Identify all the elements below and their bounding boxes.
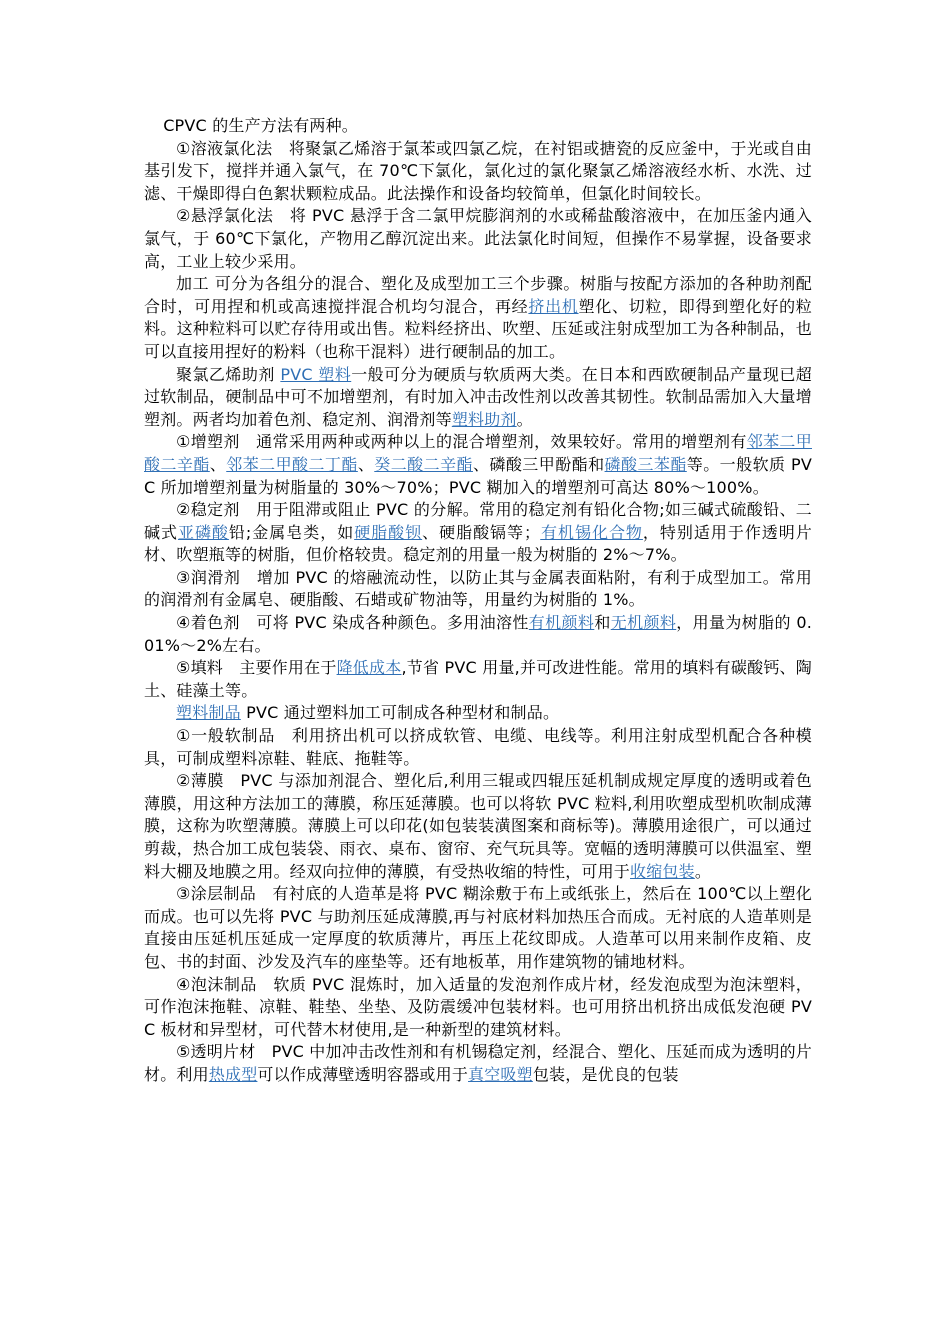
- paragraph: [144, 702, 812, 725]
- hyperlink[interactable]: 癸二酸二辛酯: [374, 454, 473, 474]
- text-run: ,节省 PVC 用量,并可改进性能。常用的填料有碳酸钙、陶土、硅藻土等。: [144, 658, 812, 700]
- paragraph: [144, 205, 812, 273]
- text-run: ①溶液氯化法 将聚氯乙烯溶于氯苯或四氯乙烷，在衬铝或搪瓷的反应釜中，于光或自由基引发下，搅拌并通入氯气，在 70℃下氯化，氯化过的氯化聚氯乙烯溶液经水析、水洗、过滤、干燥即得白色絮状颗粒成品。此法操作和设备均较简单，但氯化时间较长。: [144, 138, 812, 203]
- paragraph: [144, 1041, 812, 1086]
- paragraph: [144, 883, 812, 973]
- paragraph: [144, 770, 812, 883]
- paragraph: [144, 364, 812, 432]
- text-run: PVC 通过塑料加工可制成各种型材和制品。: [240, 703, 560, 723]
- paragraph: [144, 657, 812, 702]
- text-run: ④泡沫制品 软质 PVC 混炼时，加入适量的发泡剂作成片材，经发泡成型为泡沫塑料，可作泡沫拖鞋、凉鞋、鞋垫、坐垫、及防震缓冲包装材料。也可用挤出机挤出成低发泡硬 PVC 板材和异型材，可代替木材使用,是一种新型的建筑材料。: [144, 974, 812, 1039]
- hyperlink[interactable]: 塑料制品: [176, 703, 241, 723]
- hyperlink[interactable]: 塑料助剂: [451, 409, 517, 429]
- text-run: ，用量为树脂的 0.01%～2%左右。: [144, 613, 812, 655]
- hyperlink[interactable]: 无机颜料: [610, 613, 677, 633]
- text-run: ，特别适用于作透明片材、吹塑瓶等的树脂，但价格较贵。稳定剂的用量一般为树脂的 2%～7%。: [144, 522, 812, 565]
- paragraph: [144, 431, 812, 499]
- text-run: CPVC 的生产方法有两种。: [163, 116, 359, 135]
- text-run: 包装，是优良的包装: [532, 1064, 679, 1084]
- paragraph: [144, 725, 812, 770]
- paragraph: [144, 499, 812, 567]
- hyperlink[interactable]: 磷酸三苯酯: [604, 454, 687, 474]
- paragraph: [144, 138, 812, 206]
- hyperlink[interactable]: 热成型: [208, 1064, 258, 1084]
- hyperlink[interactable]: 降低成本: [336, 658, 402, 678]
- text-run: 塑化、切粒，即得到塑化好的粒料。这种粒料可以贮存待用或出售。粒料经挤出、吹塑、压延或注射成型加工为各种制品，也可以直接用捏好的粉料（也称干混料）进行硬制品的加工。: [144, 296, 812, 361]
- text-run: 加工 可分为各组分的混合、塑化及成型加工三个步骤。树脂与按配方添加的各种助剂配合时，可用捏和机或高速搅拌混合机均匀混合，再经: [144, 274, 812, 316]
- text-run: ②稳定剂 用于阻滞或阻止 PVC 的分解。常用的稳定剂有铅化合物;如三碱式硫酸铅、二碱式: [144, 500, 812, 542]
- text-run: 可以作成薄壁透明容器或用于: [257, 1064, 469, 1084]
- text-run: 等。一般软质 PVC 所加增塑剂量为树脂量的 30%～70%；PVC 糊加入的增塑剂可高达 80%～100%。: [144, 454, 812, 497]
- text-run: ③润滑剂 增加 PVC 的熔融流动性，以防止其与金属表面粘附，有利于成型加工。常用的润滑剂有金属皂、硬脂酸、石蜡或矿物油等，用量约为树脂的 1%。: [144, 567, 812, 610]
- text-run: ②薄膜 PVC 与添加剂混合、塑化后,利用三辊或四辊压延机制成规定厚度的透明或着色薄膜，用这种方法加工的薄膜，称压延薄膜。也可以将软 PVC 粒料,利用吹塑成型机吹制成薄膜，这称为吹塑薄膜。薄膜上可以印花(如包装装潢图案和商标等)。薄膜用途很广，可以通过剪裁，热合加工成包装袋、雨衣、桌布、窗帘、充气玩具等。宽幅的透明薄膜可以供温室、塑料大棚及地膜之用。经双向拉伸的薄膜，有受热收缩的特性，可用于: [144, 771, 812, 881]
- text-run: ⑤填料 主要作用在于: [176, 658, 337, 678]
- text-run: 、: [357, 454, 375, 474]
- paragraph: [144, 273, 812, 363]
- text-run: 铅;金属皂类，如: [228, 522, 355, 542]
- hyperlink[interactable]: 硬脂酸钡: [354, 522, 423, 542]
- hyperlink[interactable]: 有机颜料: [528, 613, 595, 633]
- paragraph: [144, 612, 812, 657]
- text-run: 。: [694, 861, 712, 881]
- text-run: ①增塑剂 通常采用两种或两种以上的混合增塑剂，效果较好。常用的增塑剂有: [176, 432, 747, 452]
- text-run: ①一般软制品 利用挤出机可以挤成软管、电缆、电线等。利用注射成型机配合各种模具，可制成塑料凉鞋、鞋底、拖鞋等。: [144, 726, 812, 768]
- text-run: 。: [516, 409, 533, 429]
- text-run: 和: [594, 613, 611, 633]
- text-run: 一般可分为硬质与软质两大类。在日本和西欧硬制品产量现已超过软制品，硬制品中可不加增塑剂，有时加入冲击改性剂以改善其韧性。软制品需加入大量增塑剂。两者均加着色剂、稳定剂、润滑剂等: [144, 364, 812, 429]
- text-run: 聚氯乙烯助剂: [176, 364, 281, 384]
- hyperlink[interactable]: 邻苯二甲酸二丁酯: [226, 454, 358, 474]
- hyperlink[interactable]: 邻苯二甲酸二辛酯: [144, 432, 812, 474]
- hyperlink[interactable]: 收缩包装: [630, 861, 695, 881]
- text-run: ②悬浮氯化法 将 PVC 悬浮于含二氯甲烷膨润剂的水或稀盐酸溶液中，在加压釜内通入氯气，于 60℃下氯化，产物用乙醇沉淀出来。此法氯化时间短，但操作不易掌握，设备要求高，工业上较少采用。: [144, 206, 812, 271]
- text-run: ③涂层制品 有衬底的人造革是将 PVC 糊涂敷于布上或纸张上，然后在 100℃以上塑化而成。也可以先将 PVC 与助剂压延成薄膜,再与衬底材料加热压合而成。无衬底的人造革则是直接由压延机压延成一定厚度的软质薄片，再压上花纹即成。人造革可以用来制作皮箱、皮包、书的封面、沙发及汽车的座垫等。还有地板革，用作建筑物的铺地材料。: [144, 884, 812, 971]
- text-run: 、磷酸三甲酚酯和: [472, 454, 605, 474]
- document-body: [144, 115, 812, 1087]
- paragraph: [144, 567, 812, 612]
- paragraph: [144, 974, 812, 1042]
- text-run: 、: [209, 454, 227, 474]
- text-run: 、硬脂酸镉等；: [422, 522, 541, 542]
- paragraph: [144, 115, 812, 138]
- text-run: ④着色剂 可将 PVC 染成各种颜色。多用油溶性: [176, 613, 529, 633]
- hyperlink[interactable]: 亚磷酸: [177, 522, 229, 542]
- hyperlink[interactable]: 挤出机: [528, 296, 579, 316]
- hyperlink[interactable]: 有机锡化合物: [540, 522, 643, 542]
- hyperlink[interactable]: 真空吸塑: [468, 1064, 533, 1084]
- hyperlink[interactable]: PVC 塑料: [280, 364, 352, 384]
- text-run: ⑤透明片材 PVC 中加冲击改性剂和有机锡稳定剂，经混合、塑化、压延而成为透明的片材。利用: [144, 1042, 812, 1084]
